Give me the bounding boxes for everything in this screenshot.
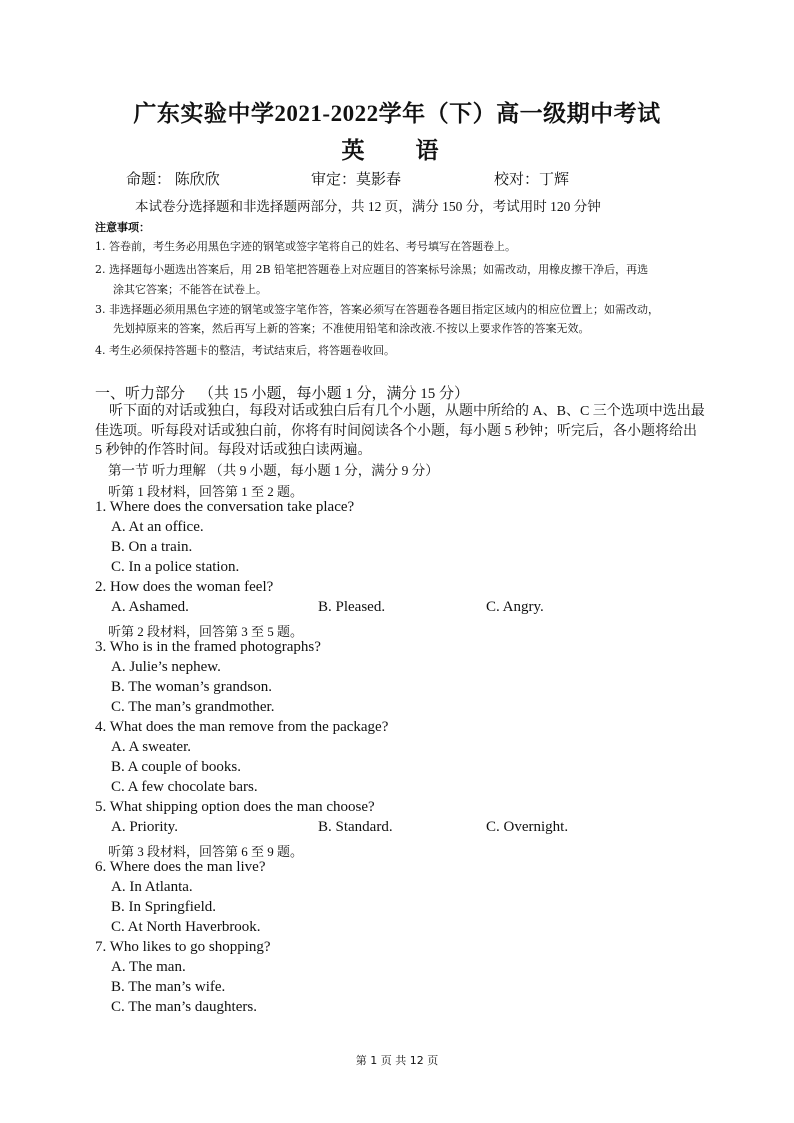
option-a: A. A sweater. (111, 739, 191, 755)
note-item: 3. 非选择题必须用黑色字迹的钢笔或签字笔作答，答案必须写在答题卷各题目指定区域内的相应位置上；如需改动， (95, 303, 659, 316)
section-heading (95, 382, 469, 403)
section-title: 一、听力部分 (95, 386, 186, 402)
option-b: B. On a train. (111, 539, 193, 555)
option-c: C. Angry. (486, 599, 544, 615)
directions-line: 5 秒钟的作答时间。每段对话或独白读两遍。 (95, 443, 372, 458)
note-item: 2. 选择题每小题选出答案后，用 2B 铅笔把答题卷上对应题目的答案标号涂黑；如需改动，用橡皮擦干净后，再选 (95, 263, 649, 276)
option-c: C. Overnight. (486, 819, 569, 835)
option-b: B. Standard. (318, 819, 393, 835)
option-b: B. The man’s wife. (111, 979, 226, 995)
directions-line: 佳选项。听每段对话或独白前，你将有时间阅读各个小题，每小题 5 秒钟；听完后，各小题将给出 (95, 424, 697, 439)
notes-heading: 注意事项： (95, 221, 150, 234)
proofreader-label: 校对：丁辉 (494, 172, 570, 188)
section-points: （共 15 小题，每小题 1 分，满分 15 分） (199, 386, 470, 402)
option-c: C. The man’s grandmother. (111, 699, 275, 715)
listen-instruction: 听第 3 段材料，回答第 6 至 9 题。 (108, 844, 304, 859)
option-b: B. The woman’s grandson. (111, 679, 272, 695)
question-text: 5. What shipping option does the man choose? (95, 799, 375, 815)
subject-title: 英 语 (341, 138, 453, 163)
option-a: A. The man. (111, 959, 186, 975)
page-number: 第 1 页 共 12 页 (355, 1054, 439, 1067)
option-a: A. At an office. (111, 519, 204, 535)
option-c: C. At North Haverbrook. (111, 919, 261, 935)
option-c: C. The man’s daughters. (111, 999, 257, 1015)
note-item: 1. 答卷前，考生务必用黑色字迹的钢笔或签字笔将自己的姓名、考号填写在答题卷上。 (95, 240, 516, 253)
exam-intro: 本试卷分选择题和非选择题两部分，共 12 页，满分 150 分，考试用时 120 分钟 (135, 199, 601, 214)
note-item: 4. 考生必须保持答题卡的整洁，考试结束后，将答题卷收回。 (95, 344, 395, 357)
option-c: C. A few chocolate bars. (111, 779, 258, 795)
question-text: 4. What does the man remove from the package? (95, 719, 389, 735)
option-b: B. In Springfield. (111, 899, 216, 915)
question-text: 2. How does the woman feel? (95, 579, 274, 595)
listen-instruction: 听第 2 段材料，回答第 3 至 5 题。 (108, 624, 304, 639)
note-item-continued: 先划掉原来的答案，然后再写上新的答案；不准使用铅笔和涂改液.不按以上要求作答的答案无效。 (113, 322, 590, 335)
question-text: 7. Who likes to go shopping? (95, 939, 271, 955)
question-text: 3. Who is in the framed photographs? (95, 639, 321, 655)
option-a: A. Julie’s nephew. (111, 659, 221, 675)
setter-label: 命题： 陈欣欣 (126, 172, 220, 188)
directions-line: 听下面的对话或独白，每段对话或独白后有几个小题，从题中所给的 A、B、C 三个选项中选出最 (109, 404, 705, 419)
option-a: A. Priority. (111, 819, 178, 835)
reviewer-label: 审定：莫影春 (311, 172, 402, 188)
note-item-continued: 涂其它答案；不能答在试卷上。 (113, 283, 267, 296)
option-b: B. Pleased. (318, 599, 386, 615)
part-heading: 第一节 听力理解 （共 9 小题，每小题 1 分，满分 9 分） (108, 463, 439, 478)
question-text: 6. Where does the man live? (95, 859, 266, 875)
option-a: A. Ashamed. (111, 599, 189, 615)
option-c: C. In a police station. (111, 559, 240, 575)
question-text: 1. Where does the conversation take place? (95, 499, 355, 515)
option-a: A. In Atlanta. (111, 879, 193, 895)
listen-instruction: 听第 1 段材料，回答第 1 至 2 题。 (108, 484, 304, 499)
exam-title: 广东实验中学2021-2022学年（下）高一级期中考试 (133, 101, 661, 126)
option-b: B. A couple of books. (111, 759, 241, 775)
